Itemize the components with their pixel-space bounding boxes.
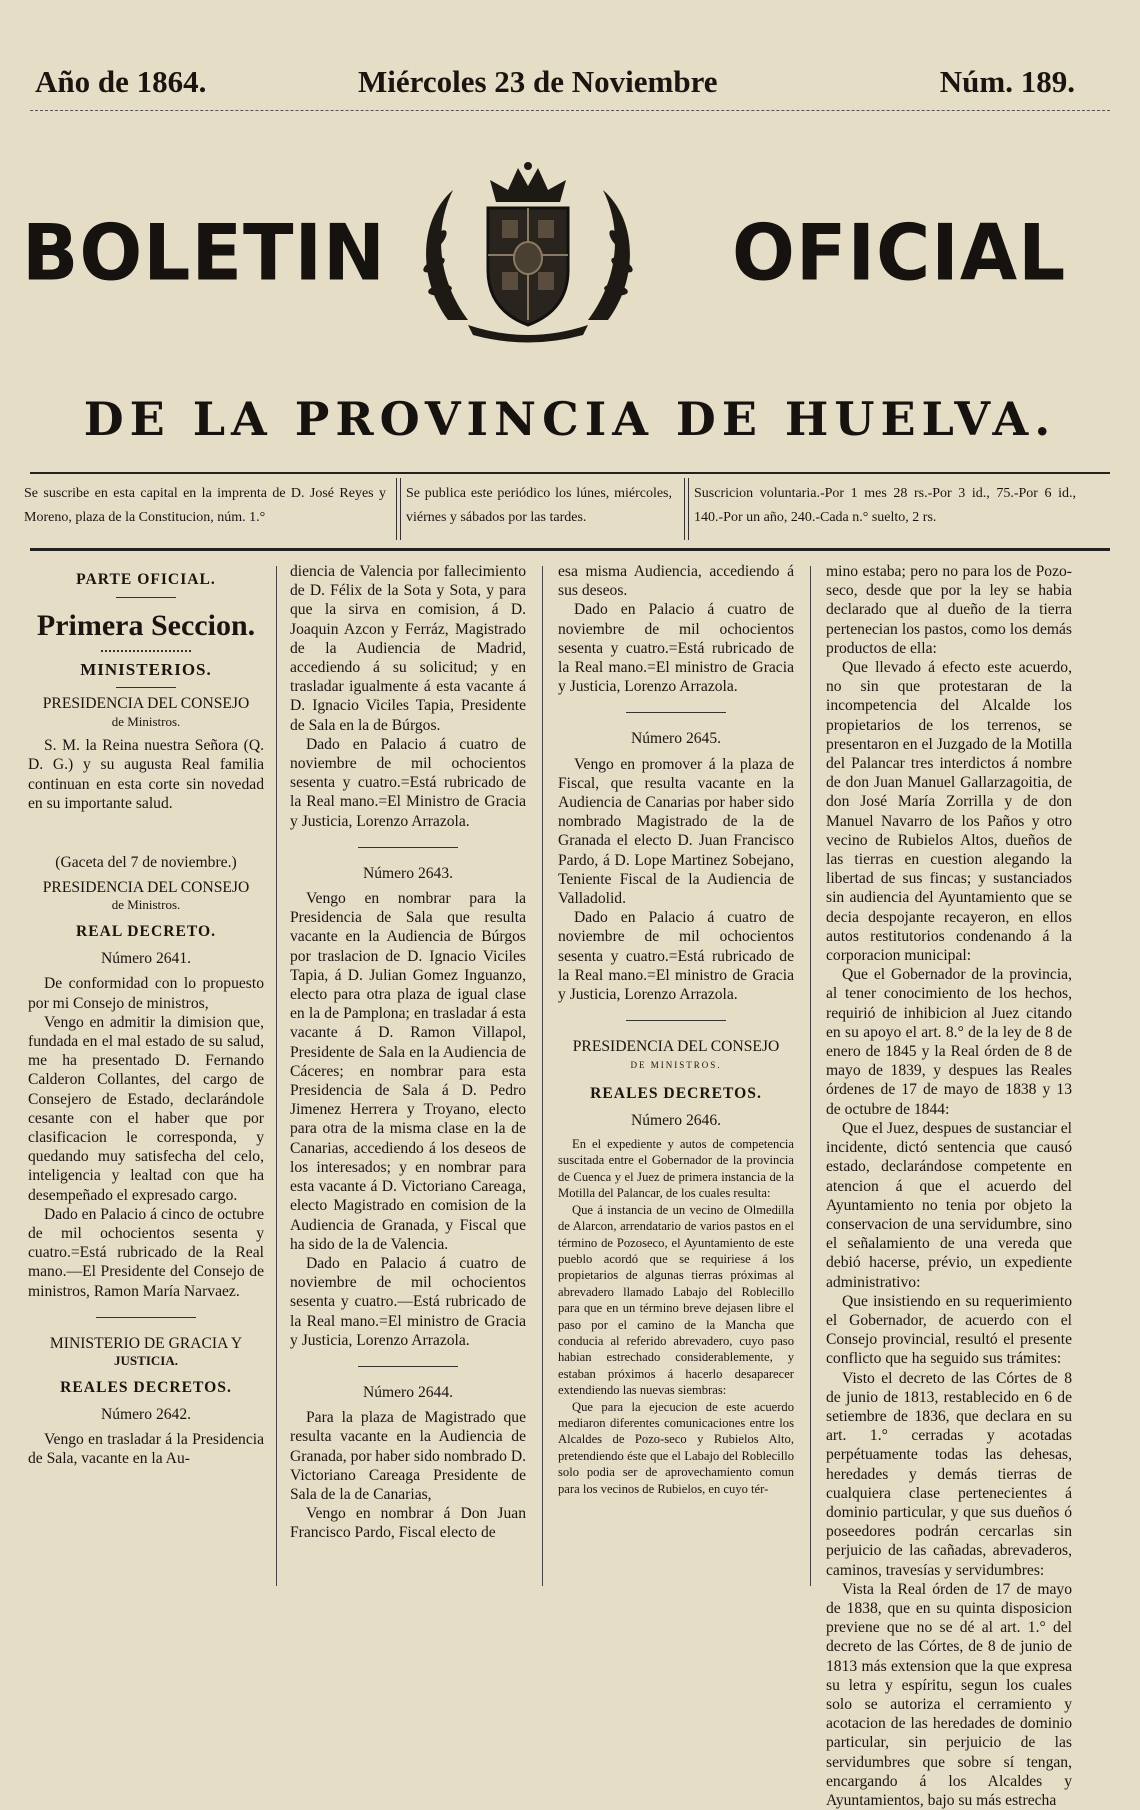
paragraph: Que llevado á efecto este acuerdo, no sin que protestaran de la incompetencia del Alcalde los propietarios de los terrenos, se presentaron en el Juzgado de la Motilla del Palancar tres interdictos á nombre de don Juan Manuel Gallarzagoitia, de don José María Zorrilla y de don Manuel Navarro de los Paños y otro vecino de Rubielos Altos, dueños de las tierras en cuestion alegando la libertad de sus fincas; y sustanciados sin audiencia del Ayuntamiento que se decia despojante recayeron, en ellos autos restitutorios condenando á la corporacion municipal: [826,659,1072,965]
decree-number: Número 2645. [630,730,722,748]
paragraph: Que á instancia de un vecino de Olmedilla de Alarcon, arrendatario de varios pastos en el término de Pozoseco, el Ayuntamiento de este pueblo acordó que se requiriese á los propietarios de algunas tierras próximas al abrevadero llamado Labajo del Roblecillo para que en un término breve dejasen libre el paso por el camino de la Mancha que conducia al referido abrevadero, cuyo paso habian estrechado considerablemente, y estaban próximos á hacerlo desaparecer extendiendo las nuevas siembras: [558,1202,794,1398]
paragraph: Vengo en nombrar á Don Juan Francisco Pardo, Fiscal electo de [290,1505,526,1542]
decree-body [558,1136,794,1497]
paragraph: Que insistiendo en su requerimiento el Gobernador, de acuerdo con el Consejo provincial, resultó el presente conflicto que ha seguido sus trámites: [826,1292,1072,1368]
parte-oficial-heading: PARTE OFICIAL. [76,571,216,588]
paragraph: Dado en Palacio á cuatro de noviembre de mil ochocientos sesenta y cuatro.=Está rubricado de la Real mano.=El ministro de Gracia y Justicia, Lorenzo Arrazola. [558,601,794,696]
paragraph: mino estaba; pero no para los de Pozo-seco, desde que por la ley se habia declarado que al dueño de la tierra pertenecian los pastos, como los demás productos de ella: [826,563,1072,657]
paragraph: Visto el decreto de las Córtes de 8 de junio de 1813, restablecido en 6 de setiembre de 1836, que declara en su art. 1.° cerradas y acotadas perpétuamente todas las dehesas, heredades y demás tierras de cualquiera clase pertenecientes á dominio particular, y que sus dueños ó poseedores podrán cercarlas sin perjuicio de las cañadas, abrevaderos, caminos, travesías y servidumbres: [826,1369,1072,1579]
paragraph: diencia de Valencia por fallecimiento de D. Félix de la Sota y Sota, y para que la sirva en comision, á D. Joaquin Azcon y Ferráz, Magistrado de la Audiencia de Madrid, accediendo á su solicitud; y en trasladar igualmente á esta vacante á D. Ignacio Viciles Tapia, Presidente de Sala en la de Búrgos. [290,563,526,734]
decree-number: Número 2643. [362,864,454,882]
decree-number: Número 2642. [100,1405,192,1423]
presidencia-heading: PRESIDENCIA DEL CONSEJO [42,879,250,897]
column-rule [276,566,277,1586]
divider [626,712,726,713]
paragraph: esa misma Audiencia, accediendo á sus deseos. [558,563,794,600]
subscription-info [20,482,1120,538]
paragraph: Para la plaza de Magistrado que resulta vacante en la Audiencia de Granada, por haber sido nombrado D. Victoriano Careaga Presidente de Sala de la de Canarias, [290,1409,527,1503]
paragraph: Dado en Palacio á cuatro de noviembre de mil ochocientos sesenta y cuatro.—Está rubricado de la Real mano.=El ministro de Gracia y Justicia, Lorenzo Arrazola. [290,1254,526,1349]
divider [358,1366,458,1367]
section-heading: Primera Seccion. [36,609,256,643]
masthead-subtitle: DE LA PROVINCIA DE HUELVA. [83,392,1057,446]
divider [116,597,176,598]
paragraph: Que el Juez, despues de sustanciar el incidente, dictó sentencia que causó estado, declarándose competente en atencion á que el acuerdo del Ayuntamiento no tenia por objeto la conservacion de una servidumbre, sino el señalamiento de una vereda que debió hacerse, prévio, un expediente administrativo: [826,1119,1072,1291]
issue-number: Núm. 189. [939,64,1075,99]
divider [116,687,176,688]
column-rule [542,566,543,1586]
paragraph: En el expediente y autos de competencia suscitada entre el Gobernador de la provincia de Cuenca y el Juez de primera instancia de la Motilla del Palancar, de los cuales resulta: [558,1137,794,1201]
year: Año de 1864. [35,64,207,99]
reales-decretos-heading: REALES DECRETOS. [590,1084,762,1102]
paragraph: Que para la ejecucion de este acuerdo mediaron diferentes comunicaciones entre los Alcaldes de Pozo-seco y Rubielos Alto, pretendiendo éste que el Labajo del Roblecillo solo podia ser de aprovechamiento comun para los vecinos de Rubielos, en cuyo tér- [558,1399,794,1496]
issue-date: Miércoles 23 de Noviembre [358,64,718,99]
presidencia-heading: PRESIDENCIA DEL CONSEJO [42,695,250,713]
ornament-divider [101,650,191,652]
ministerio-subheading: JUSTICIA. [114,1353,178,1369]
info-divider [400,478,401,540]
info-divider [684,478,685,540]
paragraph: Dado en Palacio á cinco de octubre de mil ochocientos sesenta y cuatro.=Está rubricado de la Real mano.—El Presidente del Consejo de ministros, Ramon María Narvaez. [28,1205,264,1300]
paragraph: Vista la Real órden de 17 de mayo de 1838, que en su quinta disposicion previene que no se dé al art. 1.° del decreto de las Córtes, de 8 de junio de 1813 más extension que la que expresa su letra y espíritu, segun los cuales solo se autoriza el cerramiento y acotacion de las heredades de dominio particular, sin perjuicio de las servidumbres que sobre sí tengan, encargando á los Alcaldes y Ayuntamientos, bajo su más estrecha [826,1580,1072,1809]
presidencia-subheading: de Ministros. [111,713,181,729]
column-3 [558,562,794,1497]
gaceta-note: (Gaceta del 7 de noviembre.) [55,854,237,872]
divider [96,1317,196,1318]
ministerios-heading: MINISTERIOS. [80,660,212,680]
presidencia-subheading: de Ministros. [111,897,181,913]
publication-days: Se publica este periódico los lúnes, miércoles, viérnes y sábados por las tardes. [406,486,672,525]
paragraph: Vengo en nombrar para la Presidencia de Sala que resulta vacante en la Audiencia de Búrgos por traslacion de D. Ignacio Viciles Tapia, á D. Julian Gomez Inguanzo, electo para otra plaza de igual clase en la de Pamplona; en trasladar á esta vacante á D. Ramon Villapol, Presidente de Sala en la Audiencia de Cáceres; en nombrar para esta Presidencia de Sala á D. Pedro Jimenez Herrera y Troyano, electo para otra de la misma clase en la de Canarias, accediendo á los deseos de los interesados; y en nombrar para esta vacante á D. Victoriano Careaga, electo Magistrado en comision de la Audiencia de Granada, y Fiscal que ha sido de la de Valencia. [290,890,526,1253]
decree-number: Número 2646. [630,1111,722,1129]
masthead-title-left: BOLETIN [22,207,386,299]
masthead-title-right: OFICIAL [732,207,1067,299]
column-2 [290,562,526,1543]
subscription-where: Se suscribe en esta capital en la imprenta de D. José Reyes y Moreno, plaza de la Constitucion, núm. 1.° [24,486,386,525]
decree-number: Número 2641. [100,950,192,968]
reales-decretos-heading: REALES DECRETOS. [60,1378,232,1396]
decree-number: Número 2644. [362,1383,454,1401]
presidencia-subheading: DE MINISTROS. [630,1060,722,1071]
header-divider [30,110,1110,111]
column-4 [826,562,1072,1810]
paragraph: Dado en Palacio á cuatro de noviembre de mil ochocientos sesenta y cuatro.=Está rubricado de la Real mano.=El ministro de Gracia y Justicia, Lorenzo Arrazola. [558,909,794,1004]
paragraph: Vengo en trasladar á la Presidencia de Sala, vacante en la Au- [28,1431,264,1468]
info-bottom-rule [30,548,1110,551]
info-divider [396,478,397,540]
presidencia-heading: PRESIDENCIA DEL CONSEJO [572,1038,780,1056]
column-1 [28,562,264,1468]
dateline [30,64,1110,104]
info-divider [688,478,689,540]
subscription-prices: Suscricion voluntaria.-Por 1 mes 28 rs.-Por 3 id., 75.-Por 6 id., 140.-Por un año, 240.-Cada n.° suelto, 2 rs. [694,486,1076,525]
divider [358,847,458,848]
royal-coat-of-arms-icon [408,160,648,350]
column-rule [810,566,811,1586]
paragraph: Que el Gobernador de la provincia, al tener conocimiento de los hechos, requirió de inhibicion al Juez citando en su apoyo el art. 8.° de la ley de 8 de enero de 1845 y la Real órden de 8 de mayo de 1839, y despues las Reales órdenes de 17 de mayo de 1838 y 13 de octubre de 1844: [826,966,1072,1118]
real-decreto-heading: REAL DECRETO. [75,923,217,941]
paragraph: De conformidad con lo propuesto por mi Consejo de ministros, [28,975,264,1012]
ministerio-heading: MINISTERIO DE GRACIA Y [49,1334,243,1352]
paragraph: Vengo en promover á la plaza de Fiscal, que resulta vacante en la Audiencia de Canarias por haber sido nombrado Magistrado de la de Granada el electo D. Juan Francisco Pardo, á D. Lope Martinez Sobejano, Teniente Fiscal de la Audiencia de Valladolid. [558,755,794,908]
paragraph: S. M. la Reina nuestra Señora (Q. D. G.) y su augusta Real familia continuan en esta corte sin novedad en su importante salud. [28,737,264,812]
paragraph: Vengo en admitir la dimision que, fundada en el mal estado de su salud, me ha presentado D. Fernando Calderon Collantes, del cargo de Consejero de Estado, declarándole cesante con el haber que por clasificacion le corresponda, y quedando muy satisfecha del celo, inteligencia y lealtad con que ha desempeñado el expresado cargo. [28,1013,264,1204]
info-top-rule [30,472,1110,474]
paragraph: Dado en Palacio á cuatro de noviembre de mil ochocientos sesenta y cuatro.=Está rubricado de la Real mano.=El Ministro de Gracia y Justicia, Lorenzo Arrazola. [290,735,526,830]
divider [626,1020,726,1021]
